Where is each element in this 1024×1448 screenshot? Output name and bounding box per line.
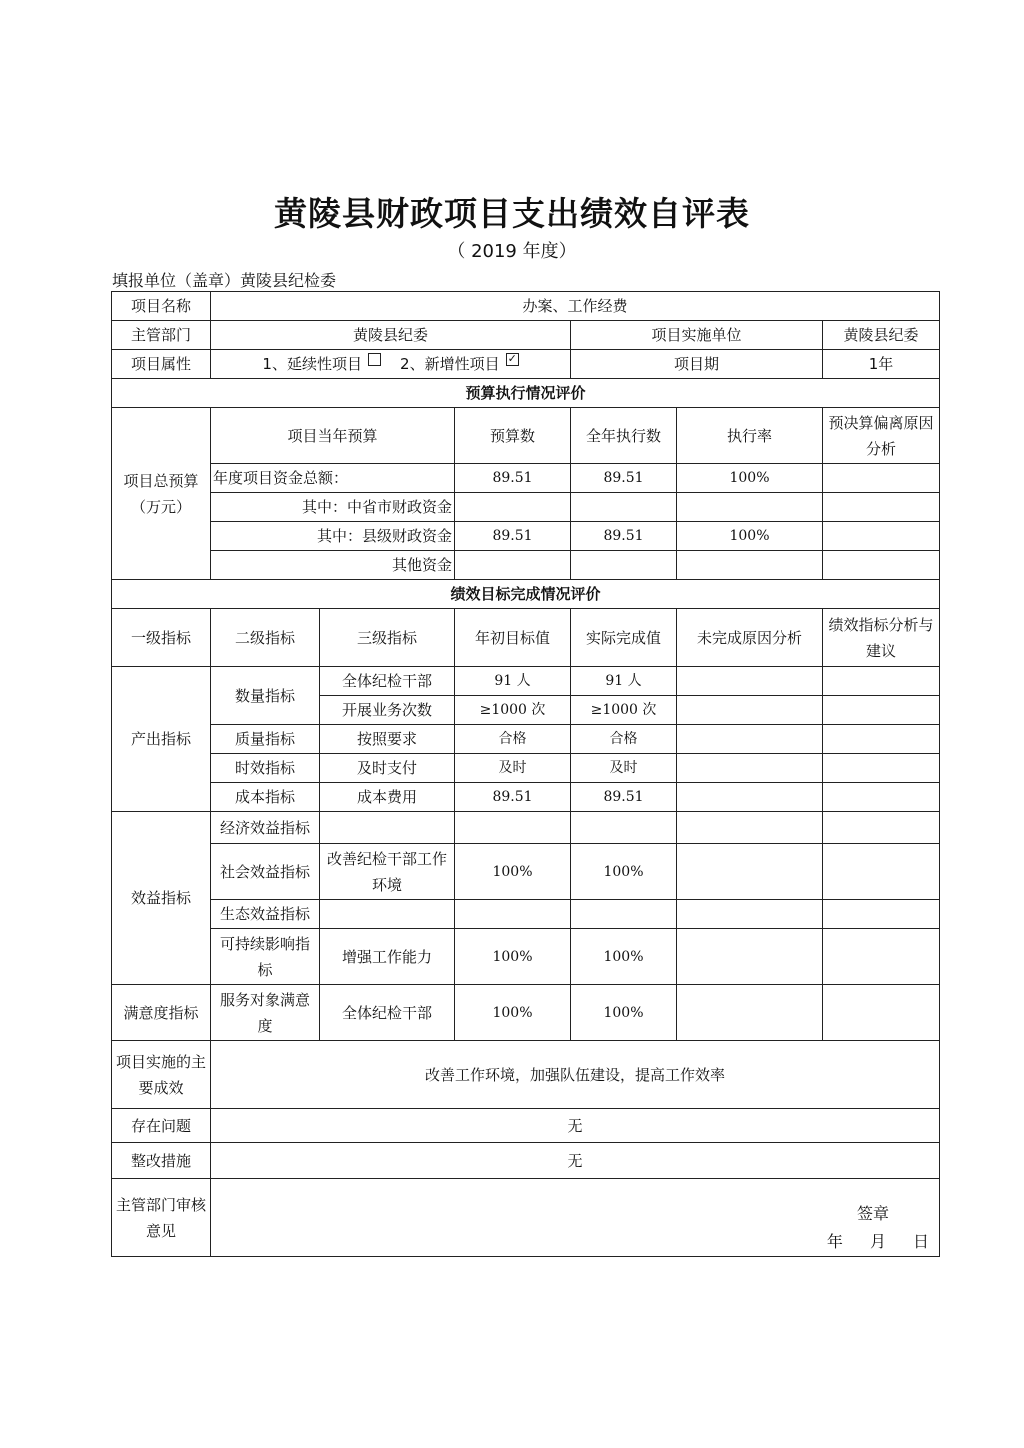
perf-advice (823, 783, 940, 812)
perf-target: 及时 (455, 754, 571, 783)
table-row (112, 551, 940, 580)
budget-row-exec: 89.51 (571, 464, 677, 493)
perf-target: 合格 (455, 725, 571, 754)
budget-row-reason (823, 464, 940, 493)
measures-value: 无 (211, 1143, 940, 1179)
table-row (112, 929, 940, 985)
table-row (112, 783, 940, 812)
perf-reason (677, 783, 823, 812)
perf-reason (677, 812, 823, 844)
perf-actual: 100% (571, 985, 677, 1041)
perf-l3: 及时支付 (320, 754, 455, 783)
perf-l2: 时效指标 (211, 754, 320, 783)
budget-row-rate (677, 493, 823, 522)
dept-value: 黄陵县纪委 (211, 321, 571, 350)
budget-row-name: 其他资金 (211, 551, 455, 580)
table-row (112, 725, 940, 754)
budget-section-title: 预算执行情况评价 (112, 379, 940, 408)
perf-target: ≥1000 次 (455, 696, 571, 725)
perf-advice (823, 929, 940, 985)
perf-target: 100% (455, 929, 571, 985)
budget-row-amount: 89.51 (455, 464, 571, 493)
budget-row-amount: 89.51 (455, 522, 571, 551)
impl-label: 项目实施单位 (571, 321, 823, 350)
attr-option-continuing: 1、延续性项目 (262, 355, 362, 373)
perf-l3 (320, 900, 455, 929)
review-cell (211, 1179, 940, 1257)
quantity-indicator-label: 数量指标 (211, 667, 320, 725)
budget-row-reason (823, 522, 940, 551)
perf-l2: 生态效益指标 (211, 900, 320, 929)
evaluation-table (111, 291, 940, 1257)
perf-target (455, 900, 571, 929)
perf-reason (677, 929, 823, 985)
perf-l3: 全体纪检干部 (320, 985, 455, 1041)
signature-stamp-label: 签章 (857, 1203, 890, 1223)
table-row (112, 493, 940, 522)
perf-header-l1: 一级指标 (112, 609, 211, 667)
impl-value: 黄陵县纪委 (823, 321, 940, 350)
budget-row-exec (571, 551, 677, 580)
perf-target: 91 人 (455, 667, 571, 696)
perf-l3: 改善纪检干部工作环境 (320, 844, 455, 900)
perf-actual: 100% (571, 844, 677, 900)
perf-l2: 服务对象满意度 (211, 985, 320, 1041)
dept-label: 主管部门 (112, 321, 211, 350)
table-row (112, 844, 940, 900)
perf-l3: 按照要求 (320, 725, 455, 754)
table-row (112, 667, 940, 696)
perf-reason (677, 667, 823, 696)
budget-row-name: 其中：县级财政资金 (211, 522, 455, 551)
perf-advice (823, 696, 940, 725)
budget-row-name: 其中：中省市财政资金 (211, 493, 455, 522)
perf-advice (823, 844, 940, 900)
budget-header-rate: 执行率 (677, 408, 823, 464)
period-label: 项目期 (571, 350, 823, 379)
unchecked-box-icon (368, 353, 381, 366)
attr-options (211, 350, 571, 379)
results-label: 项目实施的主要成效 (112, 1041, 211, 1109)
signature-date-label: 年 月 日 (826, 1231, 930, 1251)
perf-l2: 质量指标 (211, 725, 320, 754)
measures-label: 整改措施 (112, 1143, 211, 1179)
project-name-label: 项目名称 (112, 292, 211, 321)
perf-reason (677, 696, 823, 725)
perf-advice (823, 985, 940, 1041)
perf-actual (571, 900, 677, 929)
budget-row-rate: 100% (677, 522, 823, 551)
table-row (112, 522, 940, 551)
perf-actual: 100% (571, 929, 677, 985)
benefit-indicator-label: 效益指标 (112, 812, 211, 985)
perf-section-title: 绩效目标完成情况评价 (112, 580, 940, 609)
perf-header-reason: 未完成原因分析 (677, 609, 823, 667)
perf-advice (823, 725, 940, 754)
perf-header-actual: 实际完成值 (571, 609, 677, 667)
budget-row-amount (455, 493, 571, 522)
perf-actual: 及时 (571, 754, 677, 783)
perf-l3: 开展业务次数 (320, 696, 455, 725)
perf-actual (571, 812, 677, 844)
problems-value: 无 (211, 1109, 940, 1143)
perf-reason (677, 725, 823, 754)
budget-row-reason (823, 551, 940, 580)
budget-header-exec: 全年执行数 (571, 408, 677, 464)
perf-l3 (320, 812, 455, 844)
budget-row-amount (455, 551, 571, 580)
perf-header-target: 年初目标值 (455, 609, 571, 667)
perf-reason (677, 844, 823, 900)
table-row (112, 985, 940, 1041)
perf-advice (823, 667, 940, 696)
table-row (112, 812, 940, 844)
perf-advice (823, 754, 940, 783)
perf-l3: 成本费用 (320, 783, 455, 812)
perf-actual: ≥1000 次 (571, 696, 677, 725)
perf-l3: 增强工作能力 (320, 929, 455, 985)
perf-actual: 91 人 (571, 667, 677, 696)
perf-header-advice: 绩效指标分析与建议 (823, 609, 940, 667)
perf-actual: 合格 (571, 725, 677, 754)
table-row (112, 900, 940, 929)
perf-l2: 社会效益指标 (211, 844, 320, 900)
perf-header-l2: 二级指标 (211, 609, 320, 667)
budget-row-reason (823, 493, 940, 522)
filler-unit: 填报单位（盖章）黄陵县纪检委 (112, 271, 337, 290)
budget-header-year: 项目当年预算 (211, 408, 455, 464)
table-row (112, 754, 940, 783)
output-indicator-label: 产出指标 (112, 667, 211, 812)
perf-reason (677, 754, 823, 783)
project-name-value: 办案、工作经费 (211, 292, 940, 321)
perf-l2: 经济效益指标 (211, 812, 320, 844)
budget-header-reason: 预决算偏离原因分析 (823, 408, 940, 464)
attr-label: 项目属性 (112, 350, 211, 379)
budget-row-exec (571, 493, 677, 522)
perf-l2: 成本指标 (211, 783, 320, 812)
budget-header-amount: 预算数 (455, 408, 571, 464)
budget-row-rate: 100% (677, 464, 823, 493)
perf-target: 89.51 (455, 783, 571, 812)
problems-label: 存在问题 (112, 1109, 211, 1143)
period-value: 1年 (823, 350, 940, 379)
perf-target: 100% (455, 985, 571, 1041)
perf-target (455, 812, 571, 844)
perf-reason (677, 985, 823, 1041)
budget-total-label: 项目总预算（万元） (112, 408, 211, 580)
budget-row-exec: 89.51 (571, 522, 677, 551)
perf-l3: 全体纪检干部 (320, 667, 455, 696)
perf-l2: 可持续影响指标 (211, 929, 320, 985)
page-title: 黄陵县财政项目支出绩效自评表 (274, 194, 750, 233)
results-value: 改善工作环境，加强队伍建设，提高工作效率 (211, 1041, 940, 1109)
attr-option-new: 2、新增性项目 (400, 355, 500, 373)
table-row (112, 464, 940, 493)
satisfaction-indicator-label: 满意度指标 (112, 985, 211, 1041)
perf-actual: 89.51 (571, 783, 677, 812)
perf-advice (823, 900, 940, 929)
perf-header-l3: 三级指标 (320, 609, 455, 667)
budget-row-rate (677, 551, 823, 580)
perf-reason (677, 900, 823, 929)
perf-target: 100% (455, 844, 571, 900)
review-label: 主管部门审核意见 (112, 1179, 211, 1257)
page-subtitle: （ 2019 年度） (447, 241, 577, 262)
perf-advice (823, 812, 940, 844)
budget-row-name: 年度项目资金总额： (211, 464, 455, 493)
checked-box-icon: ✓ (507, 352, 517, 365)
